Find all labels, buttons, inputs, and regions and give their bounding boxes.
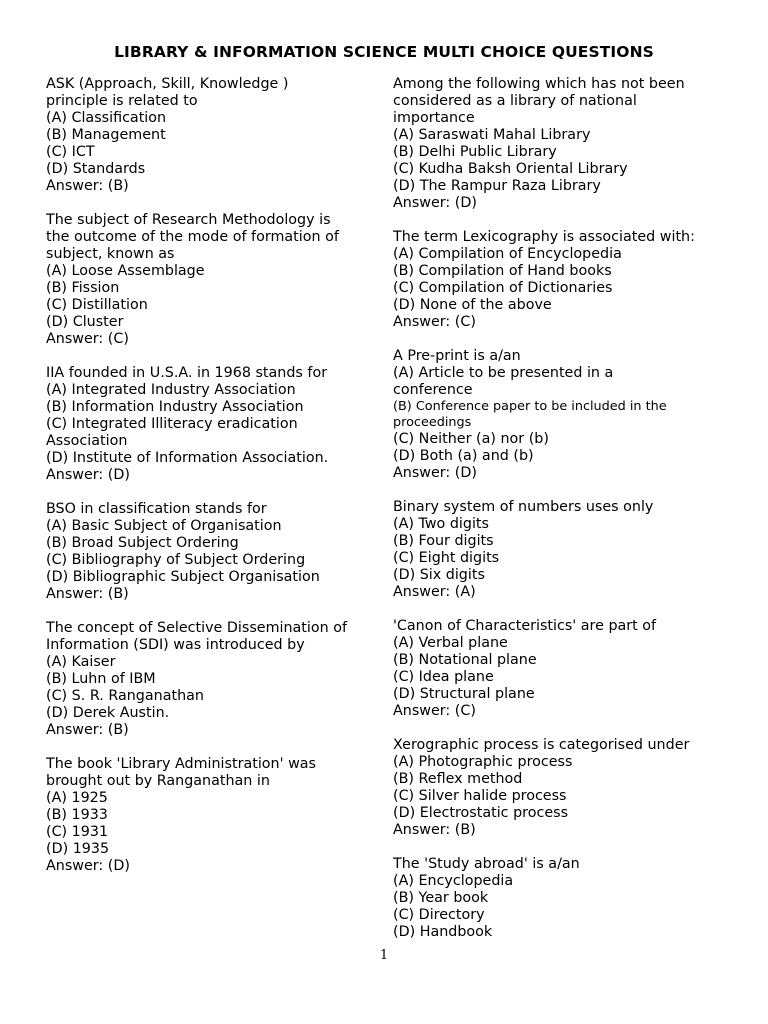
option-d: (D) Structural plane xyxy=(393,686,535,702)
question-block xyxy=(46,756,381,875)
option-d: (D) Six digits xyxy=(393,567,485,583)
question-stem-line: brought out by Ranganathan in xyxy=(46,773,270,789)
option-a: (A) Classification xyxy=(46,110,167,126)
option-b: (B) Notational plane xyxy=(393,652,537,668)
option-b: (B) Management xyxy=(46,127,166,143)
option-a: (A) Photographic process xyxy=(393,754,573,770)
question-stem-line: principle is related to xyxy=(46,93,198,109)
question-stem-line: Among the following which has not been xyxy=(393,76,685,92)
option-d: (D) Cluster xyxy=(46,314,124,330)
option-c-continued: Association xyxy=(46,433,128,449)
option-c: (C) Bibliography of Subject Ordering xyxy=(46,552,306,568)
option-a: (A) Integrated Industry Association xyxy=(46,382,296,398)
answer-line: Answer: (D) xyxy=(393,195,477,211)
option-a-continued: conference xyxy=(393,382,473,398)
option-b: (B) 1933 xyxy=(46,807,108,823)
question-stem-line: The term Lexicography is associated with: xyxy=(393,229,695,245)
answer-line: Answer: (D) xyxy=(46,467,130,483)
option-d: (D) Bibliographic Subject Organisation xyxy=(46,569,320,585)
option-b: (B) Year book xyxy=(393,890,489,906)
answer-line: Answer: (C) xyxy=(46,331,129,347)
right-column xyxy=(393,76,733,958)
option-c: (C) Idea plane xyxy=(393,669,494,685)
option-a: (A) Encyclopedia xyxy=(393,873,514,889)
question-stem-line: the outcome of the mode of formation of xyxy=(46,229,339,245)
option-c: (C) Directory xyxy=(393,907,485,923)
page-title: LIBRARY & INFORMATION SCIENCE MULTI CHOICE QUESTIONS xyxy=(114,43,654,61)
question-block xyxy=(46,365,381,484)
question-stem-line: importance xyxy=(393,110,475,126)
option-b: (B) Four digits xyxy=(393,533,494,549)
option-b: (B) Luhn of IBM xyxy=(46,671,156,687)
option-a: (A) Article to be presented in a xyxy=(393,365,614,381)
question-block xyxy=(393,856,733,941)
question-block xyxy=(393,618,733,720)
question-stem-line: The 'Study abroad' is a/an xyxy=(393,856,580,872)
answer-line: Answer: (C) xyxy=(393,314,476,330)
question-block xyxy=(393,499,733,601)
option-b: (B) Delhi Public Library xyxy=(393,144,557,160)
question-block xyxy=(393,348,733,482)
option-a: (A) Two digits xyxy=(393,516,489,532)
answer-line: Answer: (B) xyxy=(46,722,129,738)
option-d: (D) Both (a) and (b) xyxy=(393,448,534,464)
option-d: (D) The Rampur Raza Library xyxy=(393,178,601,194)
option-b: (B) Information Industry Association xyxy=(46,399,304,415)
answer-line: Answer: (B) xyxy=(46,178,129,194)
option-d: (D) Institute of Information Association. xyxy=(46,450,329,466)
question-stem-line: The subject of Research Methodology is xyxy=(46,212,331,228)
option-a: (A) Loose Assemblage xyxy=(46,263,205,279)
option-b-continued: proceedings xyxy=(393,415,472,430)
question-stem-line: The book 'Library Administration' was xyxy=(46,756,316,772)
option-a: (A) Verbal plane xyxy=(393,635,508,651)
question-stem-line: A Pre-print is a/an xyxy=(393,348,521,364)
option-a: (A) Saraswati Mahal Library xyxy=(393,127,591,143)
option-a: (A) 1925 xyxy=(46,790,108,806)
option-c: (C) ICT xyxy=(46,144,95,160)
question-block xyxy=(46,501,381,603)
answer-line: Answer: (B) xyxy=(393,822,476,838)
question-stem-line: The concept of Selective Dissemination of xyxy=(46,620,347,636)
option-c: (C) Kudha Baksh Oriental Library xyxy=(393,161,628,177)
option-d: (D) Electrostatic process xyxy=(393,805,569,821)
question-stem-line: Information (SDI) was introduced by xyxy=(46,637,305,653)
question-block xyxy=(46,76,381,195)
answer-line: Answer: (B) xyxy=(46,586,129,602)
question-block xyxy=(393,76,733,212)
option-c: (C) Integrated Illiteracy eradication xyxy=(46,416,298,432)
option-d: (D) None of the above xyxy=(393,297,552,313)
left-column xyxy=(46,76,381,892)
question-block xyxy=(46,620,381,739)
question-stem-line: subject, known as xyxy=(46,246,175,262)
option-c: (C) 1931 xyxy=(46,824,109,840)
option-b: (B) Reflex method xyxy=(393,771,523,787)
option-c: (C) Eight digits xyxy=(393,550,500,566)
question-block xyxy=(393,737,733,839)
question-stem-line: BSO in classification stands for xyxy=(46,501,267,517)
question-stem-line: IIA founded in U.S.A. in 1968 stands for xyxy=(46,365,328,381)
option-b: (B) Fission xyxy=(46,280,120,296)
option-d: (D) 1935 xyxy=(46,841,110,857)
option-a: (A) Basic Subject of Organisation xyxy=(46,518,282,534)
option-c: (C) Distillation xyxy=(46,297,148,313)
question-stem-line: Xerographic process is categorised under xyxy=(393,737,690,753)
answer-line: Answer: (D) xyxy=(46,858,130,874)
page-number: 1 xyxy=(379,948,389,963)
question-block xyxy=(46,212,381,348)
option-a: (A) Kaiser xyxy=(46,654,116,670)
question-block xyxy=(393,229,733,331)
question-stem-line: considered as a library of national xyxy=(393,93,637,109)
question-stem-line: ASK (Approach, Skill, Knowledge ) xyxy=(46,76,289,92)
option-a: (A) Compilation of Encyclopedia xyxy=(393,246,622,262)
option-d: (D) Derek Austin. xyxy=(46,705,170,721)
option-c: (C) Compilation of Dictionaries xyxy=(393,280,613,296)
question-stem-line: Binary system of numbers uses only xyxy=(393,499,654,515)
option-d: (D) Handbook xyxy=(393,924,493,940)
question-stem-line: 'Canon of Characteristics' are part of xyxy=(393,618,657,634)
option-b: (B) Broad Subject Ordering xyxy=(46,535,239,551)
answer-line: Answer: (D) xyxy=(393,465,477,481)
option-c: (C) S. R. Ranganathan xyxy=(46,688,204,704)
option-b: (B) Conference paper to be included in the xyxy=(393,399,667,414)
answer-line: Answer: (A) xyxy=(393,584,476,600)
option-b: (B) Compilation of Hand books xyxy=(393,263,612,279)
option-d: (D) Standards xyxy=(46,161,146,177)
answer-line: Answer: (C) xyxy=(393,703,476,719)
option-c: (C) Neither (a) nor (b) xyxy=(393,431,549,447)
option-c: (C) Silver halide process xyxy=(393,788,567,804)
